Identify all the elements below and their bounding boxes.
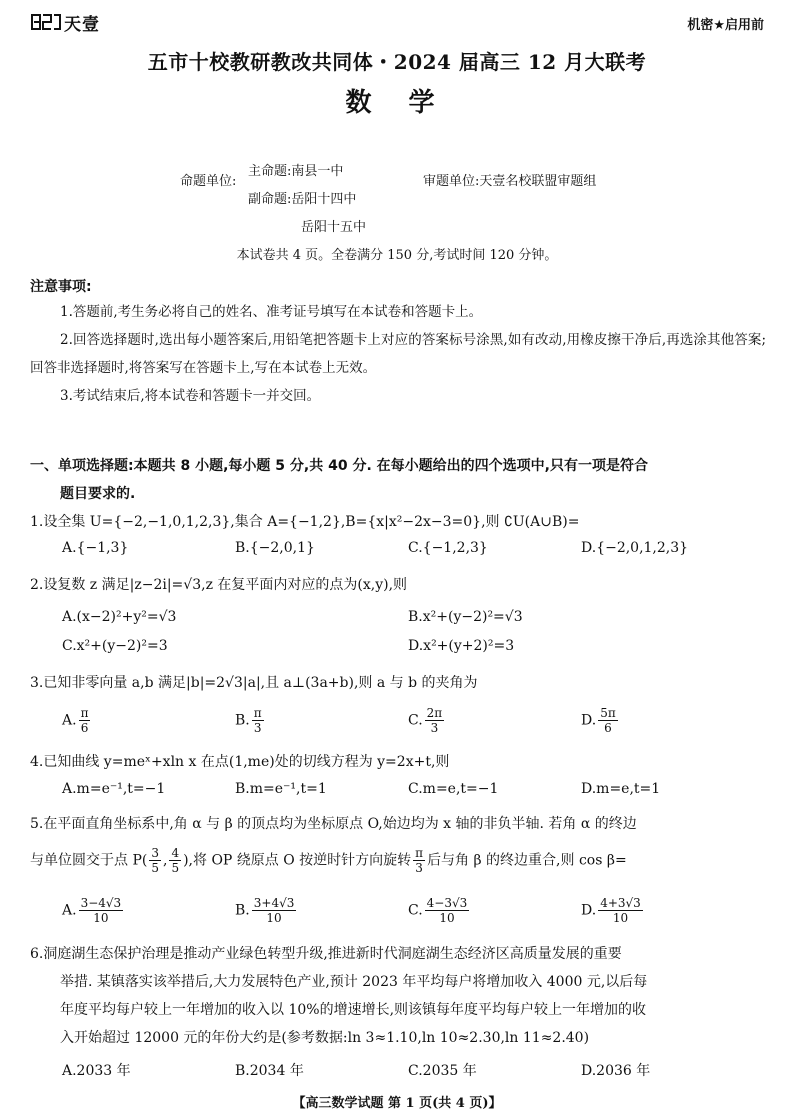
unit-label: 命题单位:	[180, 174, 237, 189]
stem-line: 入开始超过 12000 元的年份大约是(参考数据:ln 3≈1.10,ln 10≈2.30,ln 11≈2.40)	[60, 1030, 590, 1046]
fraction	[252, 896, 297, 925]
numerator: 4+3√3	[600, 896, 641, 910]
option-a: A.{−1,3}	[62, 540, 129, 556]
main-author: 主命题:南县一中	[248, 164, 344, 179]
fraction	[252, 706, 264, 735]
option-label: D.	[581, 712, 597, 729]
review-unit: 审题单位:天壹名校联盟审题组	[423, 174, 597, 189]
denominator: 5	[151, 861, 159, 875]
logo	[30, 10, 100, 34]
question-5-stem-line1: 5.在平面直角坐标系中,角 α 与 β 的顶点均为坐标原点 O,始边均为 x 轴的非负半轴. 若角 α 的终边	[30, 816, 637, 832]
option-b: B.{−2,0,1}	[235, 540, 315, 556]
vice-author-2: 岳阳十五中	[301, 220, 367, 235]
numerator: π	[253, 706, 262, 720]
notice-item: 1.答题前,考生务必将自己的姓名、准考证号填写在本试卷和答题卡上。	[60, 304, 483, 320]
question-5-stem-line2	[30, 846, 770, 875]
option-d	[581, 706, 620, 735]
page-footer: 【高三数学试题 第 1 页(共 4 页)】	[292, 1096, 502, 1111]
option-a: A.m=e⁻¹,t=−1	[62, 781, 166, 797]
option-d: D.2036 年	[581, 1063, 651, 1079]
option-d: D.{−2,0,1,2,3}	[581, 540, 689, 556]
option-c	[408, 896, 471, 925]
option-a	[62, 896, 125, 925]
question-3-stem: 3.已知非零向量 a,b 满足|b|=2√3|a|,且 a⊥(3a+b),则 a 与 b 的夹角为	[30, 675, 478, 691]
section-heading	[30, 452, 770, 508]
fraction	[79, 896, 124, 925]
section-line-2: 题目要求的.	[60, 486, 136, 502]
notice-item: 2.回答选择题时,选出每小题答案后,用铅笔把答题卡上对应的答案标号涂黑,如有改动,用橡皮擦干净后,再选涂其他答案;回答非选择题时,将答案写在答题卡上,写在本试卷上无效。	[30, 332, 766, 376]
numerator: 3+4√3	[253, 896, 295, 910]
numerator: π	[415, 846, 424, 860]
exam-info: 本试卷共 4 页。全卷满分 150 分,考试时间 120 分钟。	[236, 248, 558, 263]
denominator: 3	[430, 721, 439, 735]
stem-text: 后与角 β 的终边重合,则 cos β=	[427, 852, 627, 869]
numerator: 4−3√3	[426, 896, 468, 910]
denominator: 6	[80, 721, 89, 735]
option-label: C.	[408, 902, 423, 919]
header	[30, 10, 764, 36]
option-d: D.m=e,t=1	[581, 781, 661, 797]
denominator: 6	[604, 721, 612, 735]
numerator: 3	[151, 846, 159, 860]
denominator: 3	[253, 721, 262, 735]
option-b: B.2034 年	[235, 1063, 304, 1079]
section-line-1: 一、单项选择题:本题共 8 小题,每小题 5 分,共 40 分. 在每小题给出的四个选项中,只有一项是符合	[30, 458, 648, 474]
option-d	[581, 896, 645, 925]
option-d: D.x²+(y+2)²=3	[408, 638, 515, 654]
option-label: A.	[62, 902, 77, 919]
question-2-stem: 2.设复数 z 满足|z−2i|=√3,z 在复平面内对应的点为(x,y),则	[30, 577, 408, 593]
denominator: 10	[266, 911, 282, 925]
option-c: C.{−1,2,3}	[408, 540, 488, 556]
option-b: B.m=e⁻¹,t=1	[235, 781, 327, 797]
option-c	[408, 706, 446, 735]
denominator: 5	[171, 861, 180, 875]
option-label: C.	[408, 712, 423, 729]
numerator: 5π	[600, 706, 616, 720]
option-label: B.	[235, 902, 250, 919]
denominator: 3	[415, 861, 423, 875]
fraction	[79, 706, 91, 735]
stem-line: 6.洞庭湖生态保护治理是推动产业绿色转型升级,推进新时代洞庭湖生态经济区高质量发展的重要	[30, 946, 622, 962]
stem-line: 年度平均每户较上一年增加的收入以 10%的增速增长,则该镇每年度平均每户较上一年增加的收	[60, 1002, 647, 1018]
fraction	[598, 896, 643, 925]
denominator: 10	[93, 911, 109, 925]
fraction	[598, 706, 618, 735]
fraction	[413, 846, 425, 875]
stem-text: ,	[162, 852, 168, 869]
numerator: 4	[171, 846, 180, 860]
option-c: C.2035 年	[408, 1063, 477, 1079]
stem-line: 举措. 某镇落实该举措后,大力发展特色产业,预计 2023 年平均每户将增加收入 4000 元,以后每	[60, 974, 648, 990]
logo-text: 天壹	[64, 14, 100, 35]
option-label: B.	[235, 712, 250, 729]
fraction	[149, 846, 161, 875]
stem-text: 与单位圆交于点 P(	[30, 852, 148, 869]
numerator: 3−4√3	[80, 896, 122, 910]
stem-text: ),将 OP 绕原点 O 按逆时针方向旋转	[183, 852, 412, 869]
option-label: D.	[581, 902, 597, 919]
question-6-stem	[30, 940, 770, 1052]
confidential-label: 机密★启用前	[687, 18, 764, 33]
option-b: B.x²+(y−2)²=√3	[408, 609, 523, 625]
question-4-stem: 4.已知曲线 y=meˣ+xln x 在点(1,me)处的切线方程为 y=2x+t,则	[30, 754, 450, 770]
option-label: A.	[62, 712, 77, 729]
logo-mark-icon	[30, 11, 62, 33]
question-1-stem: 1.设全集 U={−2,−1,0,1,2,3},集合 A={−1,2},B={x|x²−2x−3=0},则 ∁U(A∪B)=	[30, 514, 580, 530]
denominator: 10	[439, 911, 455, 925]
option-c: C.m=e,t=−1	[408, 781, 499, 797]
fraction	[425, 896, 470, 925]
option-b	[235, 896, 298, 925]
fraction	[169, 846, 181, 875]
vice-author-1: 副命题:岳阳十四中	[248, 192, 357, 207]
option-b	[235, 706, 266, 735]
notice-list	[30, 298, 766, 410]
exam-subject: 数 学	[345, 88, 449, 118]
fraction	[425, 706, 445, 735]
exam-title: 五市十校教研教改共同体・2024 届高三 12 月大联考	[147, 50, 647, 74]
option-c: C.x²+(y−2)²=3	[62, 638, 168, 654]
option-a	[62, 706, 92, 735]
notice-title: 注意事项:	[30, 279, 92, 295]
denominator: 10	[612, 911, 629, 925]
option-a: A.(x−2)²+y²=√3	[62, 609, 177, 625]
numerator: 2π	[426, 706, 443, 720]
notice-item: 3.考试结束后,将本试卷和答题卡一并交回。	[60, 388, 321, 404]
numerator: π	[80, 706, 89, 720]
option-a: A.2033 年	[62, 1063, 131, 1079]
